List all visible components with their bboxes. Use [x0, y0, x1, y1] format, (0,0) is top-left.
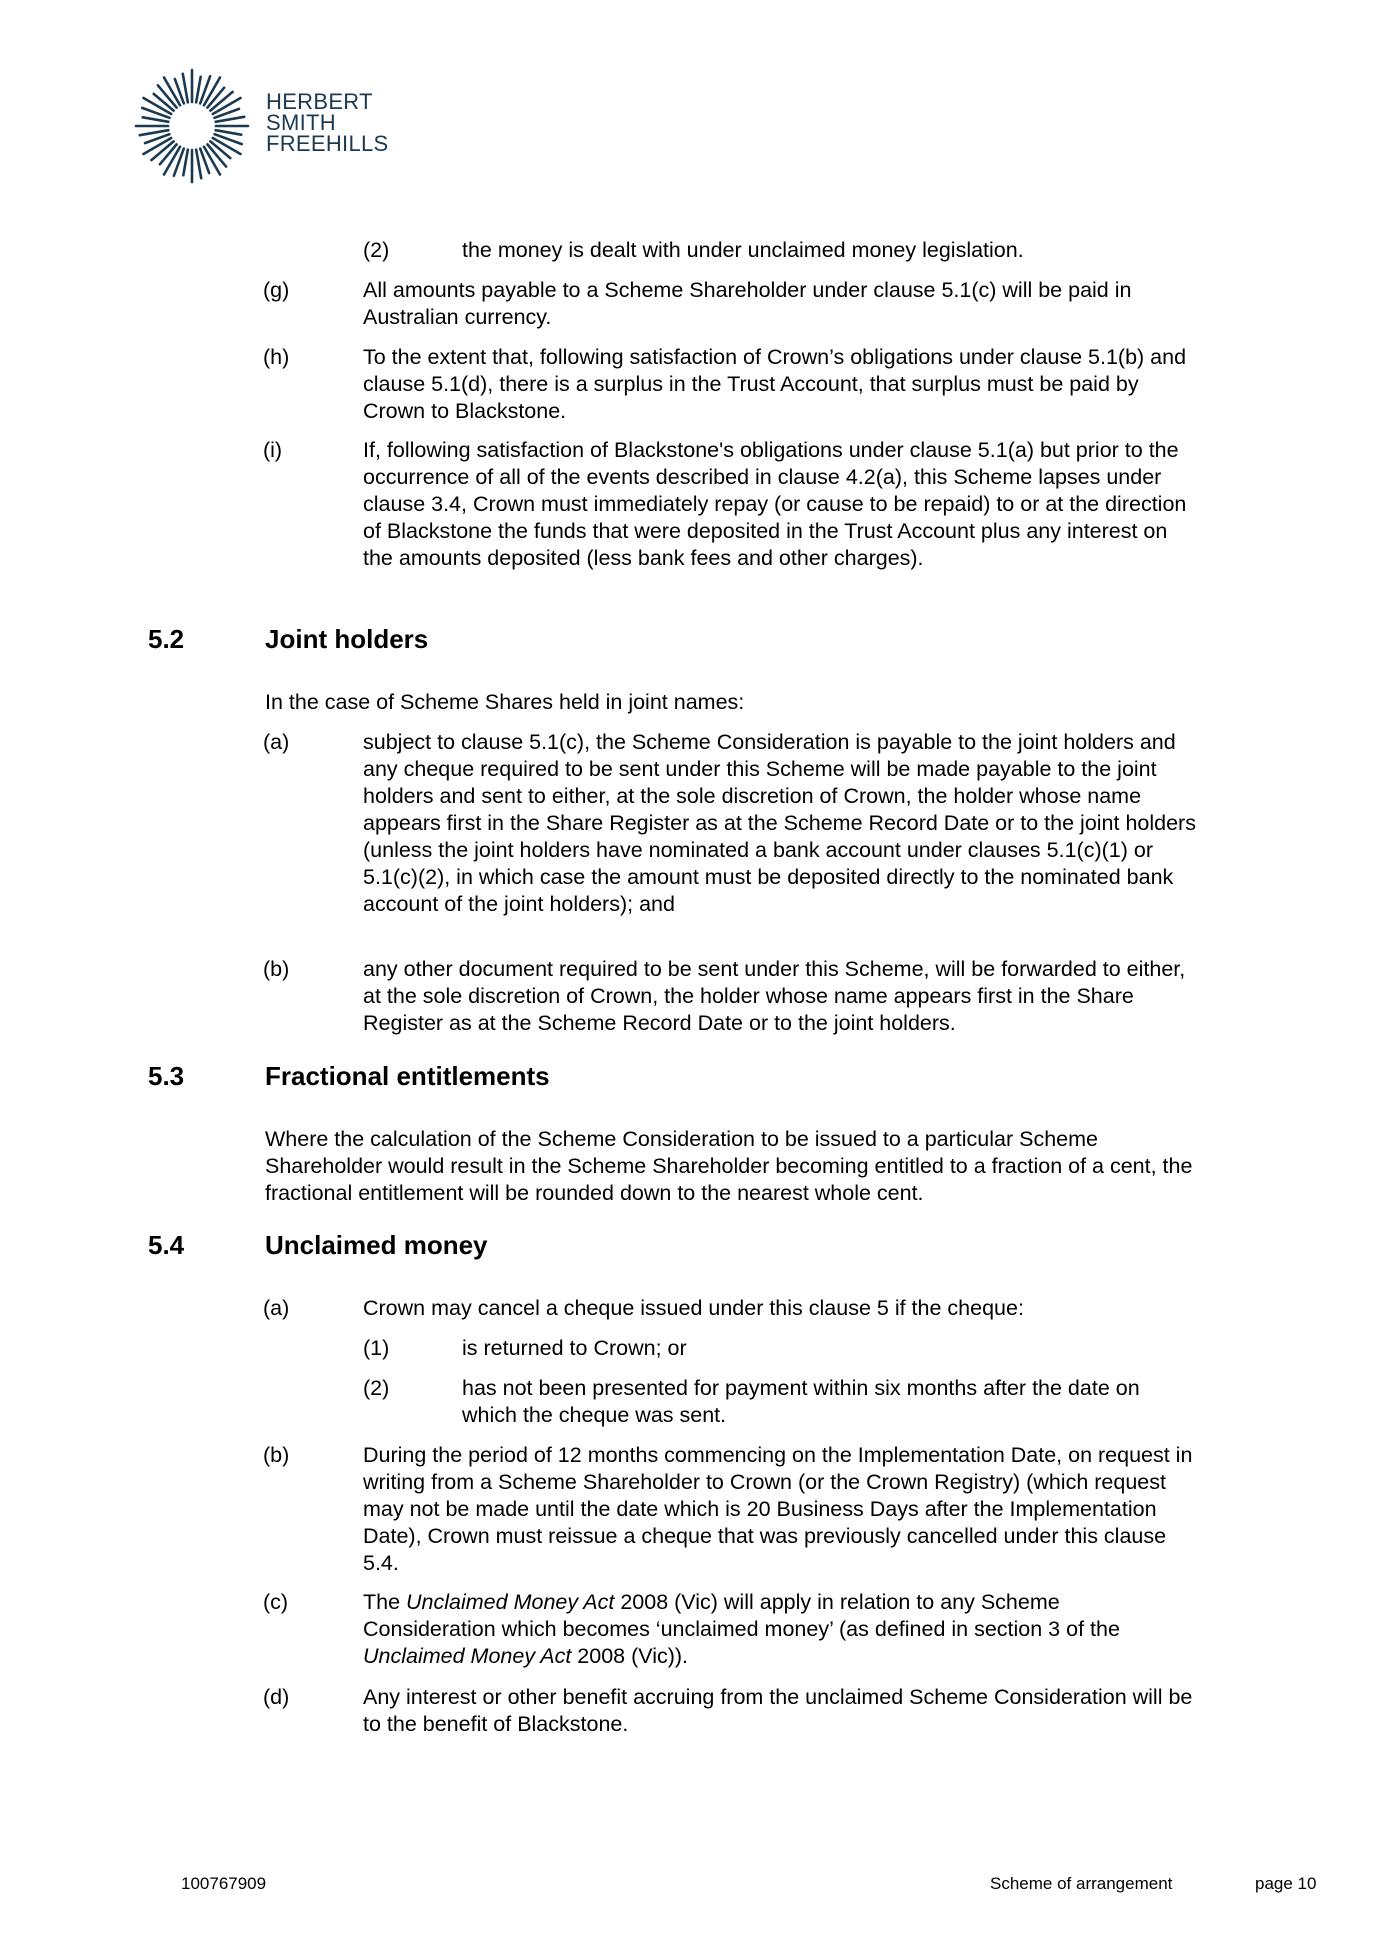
logo-ray — [216, 117, 245, 122]
firm-logo-text — [266, 91, 389, 154]
item-text-5-4-a: Crown may cancel a cheque issued under this clause 5 if the cheque: — [363, 1296, 1024, 1320]
item-text-5-4-a-2: has not been presented for payment within six months after the date on which the cheque was sent. — [462, 1376, 1140, 1427]
act-name: Unclaimed Money Act — [363, 1644, 572, 1668]
logo-ray — [143, 117, 169, 122]
section-number-5-4: 5.4 — [148, 1230, 185, 1260]
footer-document-id: 100767909 — [181, 1874, 267, 1893]
text-span: 2008 (Vic)). — [571, 1644, 689, 1668]
footer-document-title: Scheme of arrangement — [990, 1874, 1173, 1893]
logo-ray — [140, 130, 169, 135]
logo-line-1: HERBERT — [266, 89, 373, 114]
item-label-5-4-a-1: (1) — [363, 1336, 390, 1360]
logo-line-2: SMITH — [266, 110, 336, 135]
item-label-5-4-a-2: (2) — [363, 1376, 390, 1400]
logo-ray — [196, 77, 201, 103]
item-text-f2: the money is dealt with under unclaimed money legislation. — [462, 238, 1024, 262]
item-text-5-2-a: subject to clause 5.1(c), the Scheme Consideration is payable to the joint holders and any cheque required to be sent under this Scheme will be made payable to the joint holders and sent to either, at the sole discretion of Crown, the holder whose name appears first in the Share Register as at the Scheme Record Date or to the joint holders (unless the joint holders have nominated a bank account under clauses 5.1(c)(1) or 5.1(c)(2), in which case the amount must be deposited directly to the nominated bank account of the joint holders); and — [363, 730, 1196, 916]
item-label-5-4-d: (d) — [263, 1685, 290, 1709]
item-text-5-4-a-1: is returned to Crown; or — [462, 1336, 687, 1360]
item-text-i: If, following satisfaction of Blackstone's obligations under clause 5.1(a) but prior to the occurrence of all of the events described in clause 4.2(a), this Scheme lapses under clause 3.4, Crown must immediately repay (or cause to be repaid) to or at the direction of Blackstone the funds that were deposited in the Trust Account plus any interest on the amounts deposited (less bank fees and other charges). — [363, 438, 1187, 570]
act-name: Unclaimed Money Act — [406, 1590, 615, 1614]
section-5-2-intro: In the case of Scheme Shares held in joint names: — [265, 690, 745, 714]
footer-page-number: page 10 — [1255, 1874, 1317, 1893]
section-5-3-text: Where the calculation of the Scheme Consideration to be issued to a particular Scheme Shareholder would result in the Scheme Shareholder becoming entitled to a fraction of a cent, the fractional entitlement will be rounded down to the nearest whole cent. — [265, 1127, 1193, 1205]
item-label-5-2-b: (b) — [263, 957, 290, 981]
item-label-5-4-c: (c) — [263, 1590, 289, 1614]
item-label-i: (i) — [263, 438, 283, 462]
item-label-f2: (2) — [363, 238, 390, 262]
section-title-fractional-entitlements: Fractional entitlements — [265, 1061, 550, 1091]
item-text-h: To the extent that, following satisfaction of Crown’s obligations under clause 5.1(b) and clause 5.1(d), there is a surplus in the Trust Account, that surplus must be paid by Crown to Blackstone. — [363, 345, 1187, 423]
item-label-g: (g) — [263, 278, 290, 302]
logo-ray — [196, 150, 201, 179]
item-label-5-2-a: (a) — [263, 730, 290, 754]
item-text-5-4-c — [363, 1589, 1198, 1670]
text-span: 2008 (Vic) will apply in relation to any Scheme Consideration which becomes ‘unclaimed money’ (as defined in section 3 of the — [363, 1590, 1120, 1641]
logo-ray — [183, 150, 188, 176]
item-text-5-4-b: During the period of 12 months commencing on the Implementation Date, on request in writing from a Scheme Shareholder to Crown (or the Crown Registry) (which request may not be made until the date which is 20 Business Days after the Implementation Date), Crown must reissue a cheque that was previously cancelled under this clause 5.4. — [363, 1443, 1193, 1575]
item-label-5-4-a: (a) — [263, 1296, 290, 1320]
text-span: The — [363, 1590, 407, 1614]
item-text-5-2-b: any other document required to be sent under this Scheme, will be forwarded to either, at the sole discretion of Crown, the holder whose name appears first in the Share Register as at the Scheme Record Date or to the joint holders. — [363, 957, 1186, 1035]
item-text-g: All amounts payable to a Scheme Shareholder under clause 5.1(c) will be paid in Australian currency. — [363, 278, 1132, 329]
firm-logo-sunburst-icon — [132, 66, 252, 186]
item-label-5-4-b: (b) — [263, 1443, 290, 1467]
item-text-5-4-d: Any interest or other benefit accruing from the unclaimed Scheme Consideration will be to the benefit of Blackstone. — [363, 1685, 1193, 1736]
item-label-h: (h) — [263, 345, 290, 369]
logo-ray — [183, 74, 188, 103]
logo-line-3: FREEHILLS — [266, 131, 389, 156]
section-number-5-3: 5.3 — [148, 1061, 185, 1091]
section-title-joint-holders: Joint holders — [265, 624, 429, 654]
section-title-unclaimed-money: Unclaimed money — [265, 1230, 488, 1260]
logo-ray — [216, 130, 242, 135]
section-number-5-2: 5.2 — [148, 624, 185, 654]
